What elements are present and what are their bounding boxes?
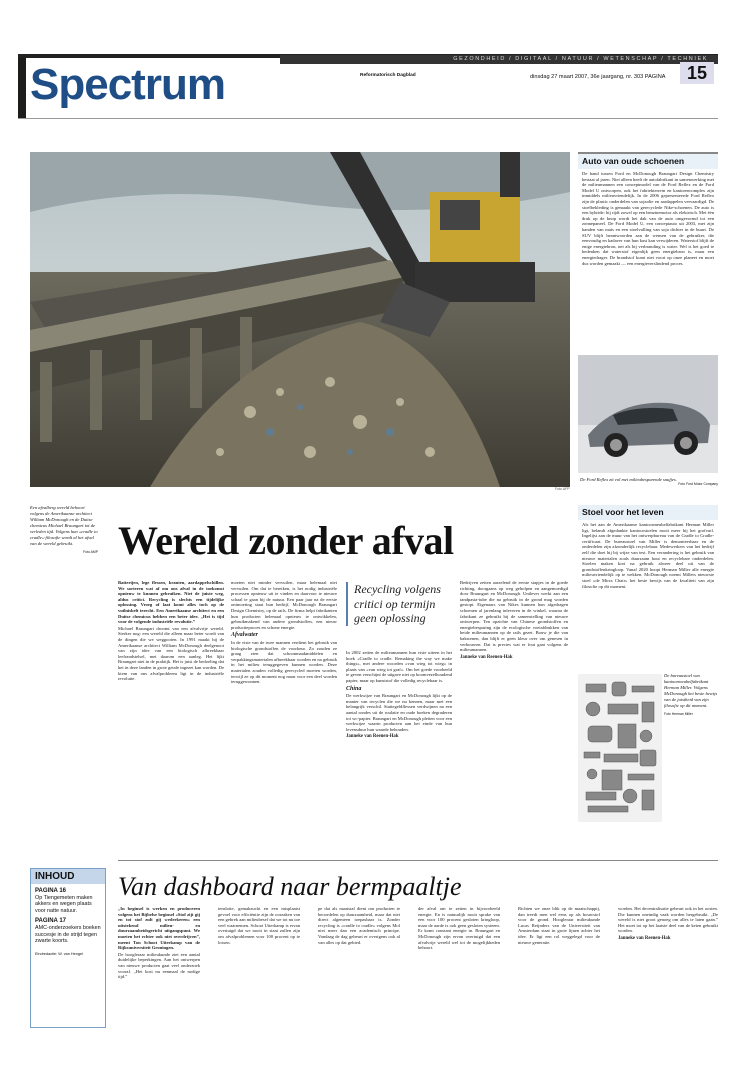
hero-caption [30, 505, 98, 555]
section-strip: GEZONDHEID / DIGITAAL / NATUUR / WETENSCHAP / TECHNIEK [280, 55, 718, 64]
article-col4-author: Janneke van Reenen-Hak [460, 654, 513, 660]
hero-photo-credit: Foto AFP [555, 487, 570, 491]
contents-item-text: Op Tiengemeten maken akkers en wegen plaats voor natte natuur. [35, 895, 93, 914]
second-article-author: Janneke van Reenen-Hak [618, 935, 671, 941]
chair-caption-text: De bureaustoel van kantoormeubelfabrikant Herman Miller. Volgens McDonough het beste bewijs van de juistheid van zijn filosofie op dit moment. [664, 673, 718, 708]
second-article-col3-body: pe dat als maatstaf dient om producten te beoordelen op duurzaamheid, maar dat niet direct algemeen toepasbaar is. Zonder recycling is «cradle to cradle» volgens Mol niet meer dan een academisch principe. Vandaag de dag gebeurt er overigens ook al van alles op dat gebied. [318, 906, 400, 945]
article-subhead-afvalwater: Afvalwater [231, 632, 258, 639]
landfill-excavator-image [30, 152, 570, 487]
contents-box [30, 868, 106, 1028]
second-article-intro: „In beginsel is werken en produceren volgens het Bijbelse beginsel «Stof zijt gij en tot stof zult gij wederkeren» een uitstekend milieu- en duurzaamheidsgericht uitgangspunt. We moeten het echter ook niet overdrijven”, meent Ton Schoot Uiterkamp van de Rijksuniversiteit Groningen. [118, 906, 200, 951]
article-col2-body2: In de visie van de twee mannen verdient het gebruik van biologische grondstoffen de voorkeur. Zo zouden ze graag zien dat schoonmaakmiddelen en verpakkingsmaterialen afbreekbaar worden en na gebruik in het milieu teruggegeven kunnen worden. Deze materialen zouden volledig gerecycled moeten worden, terwijl ze op dit moment nog maar voor een deel worden teruggewonnen. [231, 639, 337, 685]
contents-item-page[interactable]: PAGINA 17 [35, 918, 67, 925]
page-title: Spectrum [30, 60, 225, 109]
article-column-3 [346, 650, 452, 740]
dateline: dinsdag 27 maart 2007, 36e jaargang, nr. 303 PAGINA [530, 74, 666, 80]
second-article-column-6 [618, 906, 718, 942]
second-article-column-5 [518, 906, 600, 946]
car-caption-text: De Ford Reflex zit vol met milieubesparende snufjes. [580, 477, 677, 482]
article-column-4 [460, 580, 568, 660]
sidebar-car-body: De band tussen Ford en McDonough Braungart Design Chemistry bestaat al jaren. Niet alleen heeft de autofabrikant in samenwerking met de milieumannen een conceptmodel van de Ford Reflex en de Ford Model U ontworpen, ook het fabriekterrein en kantorencomplex zijn inmiddels milieuvriendelijk. In de 2006 gepresenteerde Ford Reflex zijn de plastic onderdelen van sojaolie en aardappelen vervaardigd. De stoelbekleding is gemaakt van gerecyclede Nike-schoenen. De auto is een hybride: hij rijdt zowel op een benzinemotor als elektrisch. Met één druk op de knop wordt het dak van de auto omgevormd tot een zonnepaneel. De Ford Model U, een conceptauto uit 2003, met zijn banden van maïs en een stoelvulling van soja dichter in de buurt. De SUV blijft beantwoorden aan de wensen van de gebruiker, die eenvoudig en kadaver van hun kast kan verwijderen. Waterstof blijft de enige energiebron, net als bij verbranding is water. Wel is het goed te bedenken dat waterstof eigenlijk geen energiebron is, maar een energiedrager. De brandstof komt niet voort op onze planeet en moet dus worden gemaakt — een energieverslindend proces. [582, 171, 715, 266]
contents-footer: Eindredactie: W. van Hengel [35, 952, 83, 957]
hero-photo [30, 152, 570, 487]
page-number: 15 [680, 62, 714, 84]
second-article-column-2 [218, 906, 300, 946]
pull-quote: Recycling volgens critici op termijn geen oplossing [346, 582, 454, 626]
mirra-chair-parts-image [578, 674, 662, 822]
second-article-col2-body: tenslotte, gemakzucht en een misplaatst gevoel voor efficiëntie zijn de oorzaken van een gebrek aan milieubesef dat we tot nu toe veel waarnemen. Schoot Uiterkamp is ervan overtuigd dat we nooit in staat zullen zijn om afvalproblemen voor 100 procent op te lossen. [218, 906, 300, 945]
contents-item-page[interactable]: PAGINA 16 [35, 888, 67, 894]
contents-item-text: AMC-onderzoekers boeken succesje in de strijd tegen zwarte koorts. [35, 925, 101, 945]
second-article-col1-body: De hoogleraar milieukunde ziet een aantal duidelijke beperkingen. Aan het ontwerpen van nieuwe producten gaat veel onderzoek vooraf. „Het kost nu eenmaal de nodige tijd.” [118, 951, 200, 980]
article-column-2 [231, 580, 337, 686]
article-author: Janneke van Reenen-Hak [346, 734, 399, 740]
second-headline: Van dashboard naar bermpaaltje [118, 872, 462, 901]
second-article-column-4 [418, 906, 500, 952]
hero-caption-text: Een afvalberg wereld behoort volgens de Amerikaanse architect William McDonough en de Duitse chemicus Michael Braungart tot de verleden tijd. Volgens hun «cradle to cradle»-filosofie wordt al het afval van de wereld gebruikt. [30, 505, 98, 546]
main-headline: Wereld zonder afval [118, 518, 454, 563]
article-subhead-china: China [346, 685, 362, 692]
article-col1-body: Michael Braungart droomt van een afvalvrije wereld. Sterker nog: een wereld die alleen maar beter wordt van de dingen die we weggooien. In 1991 maakt hij de Amerikaanse architect William McDonough deelgenoot van zijn idee van een biologisch afbreekbaar leefrandstelsel, met daarom een aanleg. Het lijkt Braungart niet in de praktijk. Het is juist de bedoeling dat het in deze landen in grote getale ingezet kan worden. De kiem van ons afvalprobleem ligt in de industriële revolutie. [118, 625, 224, 682]
article-col4-body: Bedrijven zetten aarzelend de eerste stapjes in de goede richting, doorgaans op weg geholpen en aangemoedigd door Braungart en McDonough. Unilever werkt aan een tandpasta-tube die na gebruik in de grond mag worden gestopt. Eigenaars van Nikes kunnen hun afgedragen schoenen al jarenlang inleveren in de winkel, waarna de fabrikant ze gebruikt bij de samenstelling van nieuwe ontwerpen. Ten opzichte van Chinese grondstoffen en energiebesparing zijn de ecologische voetafdrukken van beide milieumannen op de rails gezet. Bouw je die van bakstenen, dan blijft er geen kleur over om genesen in verbouwen. Dat is precies wat er fout gaat volgens de milieumannen. [460, 580, 568, 653]
car-photo [578, 355, 718, 473]
article-column-1 [118, 580, 224, 683]
hero-caption-credit: Foto AMP [83, 550, 98, 554]
second-article-column-1 [118, 906, 200, 981]
sidebar-chair-title: Stoel voor het leven [578, 505, 718, 520]
header-rule [18, 118, 718, 119]
second-article-col4-body: der afval om te zetten in bijvoorbeeld energie. En is natuurlijk nooit sprake van een voor 100 procent gesloten kringloop, maar de aarde is ook geen gesloten systeem. Er komt constant energie in. Braungart en McDonough zijn ervan overtuigd dat een afvalvrije wereld wel tot de mogelijkheden behoort. [418, 906, 500, 951]
newspaper-name: Reformatorisch Dagblad [360, 73, 416, 78]
article-col2-body: moeten niet minder vervuilen, maar helemaal niet vervuilen. Om dat te bereiken, is het nodig industriële processen opnieuw uit te vinden en daarvoor te nieuwe schaal te gaan bij de natuur. Een paar jaar na de eerste ontmoeting staat hun bedrijf, McDonough Braungart Design Chemistry, op de rails. De firma helpt fabrikanten hun producten helemaal opnieuw te ontwikkelen, gebruikmakend van andere grondstoffen, een nieuw productieproces en schone energie. [231, 580, 337, 630]
chair-caption [664, 673, 718, 717]
sidebar-chair-body: Als het aan de Amerikaanse kantoormeubelfabrikant Herman Miller ligt, belandt afgedankte kantoorstoelen nooit meer bij het grofvuil. Ingelijst aan de muur van het ontwerpbureau van de Cradle to Cradle-certificaat. De bureaustoel van Miller is demonteerbaar en de onderdelen zijn afzonderlijk recyclebaar. Medewerkers van het bedrijf zelf die doet hij bij wijze van test. Een verandering is het gebruik van nieuwe materialen zoals duurzaam hout en recyclebare onderdelen. Stoelen maken kort na gebruik alweer deel uit van de grondstoffenkringloop. Vanaf 2020 hoopt Herman Miller alle energie milieuvriendelijk op te wekken. McDonough noemt Millers nieuwste stoel «de Mirra Chair» het beste bewijs van de kwaliteit van zijn filosofie op dit moment. [582, 522, 714, 589]
second-article-col6-body: worden. Het decentralisatie gebeurt ook in het oosten. Die kunnen oneindig vaak worden hergebruikt. „De wereld is niet groot genoeg om alles te laten gaan.” Het moet tot op het laatste deel van de keten gebruikt worden. [618, 906, 718, 934]
sidebar-car-title: Auto van oude schoenen [578, 154, 718, 169]
article-intro: Batterijen, lege flessen, kranten, aardappelschillen. We sorteren wat af om ons afval in de toekomst opnieuw te kunnen gebruiken. Niet de juiste weg, aldus critici. Recycling is slechts een tijdelijke oplossing. Vroeg of laat komt alles toch op de vuilnisbelt terecht. Een Amerikaanse architect en een Duitse chemicus hebben een beter idee. „Het is tijd voor de volgende industriële revolutie.” [118, 580, 224, 625]
second-article-column-3 [318, 906, 400, 946]
article-col3-body: In 2002 zetten de milieumannen hun visie uiteen in het boek «Cradle to cradle. Remaking the way we make things», met andere woorden «van wieg tot wieg» in plaats van «van wieg tot graf». Om het goede voorbeeld te geven verschijnt de uitgave niet op boomvezelhoudend papier, maar op kunststof die volledig recyclebaar is. [346, 650, 452, 683]
contents-title: INHOUD [31, 869, 105, 884]
chair-photo [578, 674, 662, 822]
car-caption-credit: Foto Ford Motor Company [678, 482, 718, 486]
chair-caption-credit: Foto Herman Miller [664, 712, 693, 716]
ford-reflex-image [578, 355, 718, 473]
second-article-col5-body: Richten we onze blik op de maatschappij, dan treedt men wel eens op als bouwstof voor de grond. Hoogleraar milieukunde Lucas Reijnders van de Universiteit van Amsterdam staat in grote lijnen achter het idee. Er ligt een rol weggelegd voor de nieuwe generatie. [518, 906, 600, 945]
article-divider [118, 860, 718, 861]
article-col3-body2: De werkwijze van Braungart en McDonough lijkt op de manier van recyclen die we nu kennen, maar met een belangrijk verschil. Statiegeldflessen verdwijnen na een aantal rondes uit de roulatie en oude boeken degraderen tot wc-papier. Braungart en McDonough pleiten voor een werkwijze waarin producten aan het einde van hun levensduur hun waarde behouden. [346, 693, 452, 732]
car-caption [580, 477, 718, 486]
